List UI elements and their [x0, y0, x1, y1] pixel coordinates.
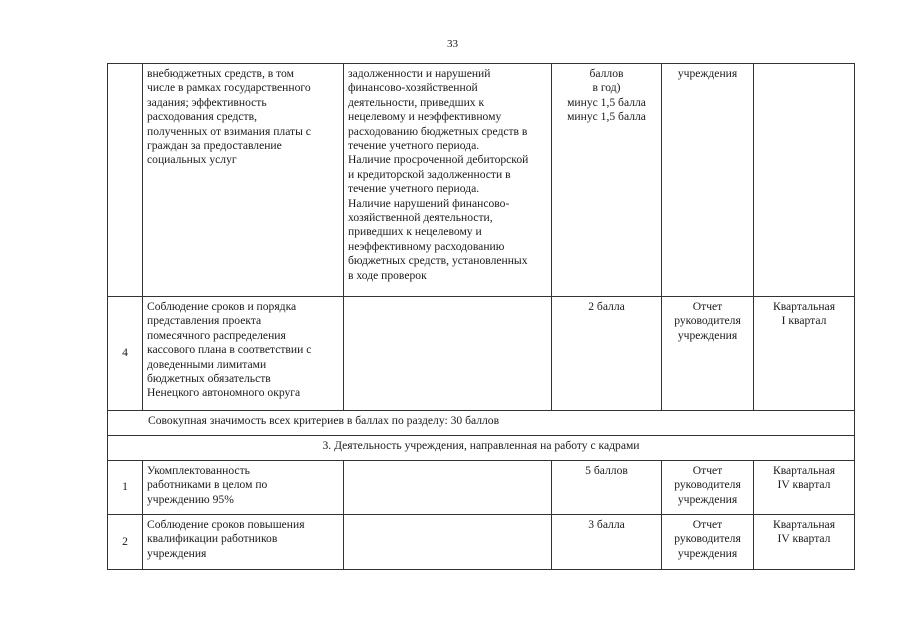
table-row [108, 297, 855, 411]
indicator-cell [344, 515, 552, 570]
criterion-cell: Соблюдение сроков повышения квалификации работников учреждения [143, 515, 344, 570]
score-cell: 5 баллов [552, 461, 662, 515]
table-row [108, 515, 855, 570]
period-cell: Квартальная IV квартал [754, 461, 855, 515]
source-cell: учреждения [662, 64, 754, 297]
table-row [108, 64, 855, 297]
row-number [108, 64, 143, 297]
criterion-cell: внебюджетных средств, в том числе в рамках государственного задания; эффективность расходования средств, полученных от взимания платы с граждан за предоставление социальных услуг [143, 64, 344, 297]
table-row [108, 461, 855, 515]
score-cell: 2 балла [552, 297, 662, 411]
period-cell: Квартальная IV квартал [754, 515, 855, 570]
criterion-cell: Укомплектованность работниками в целом по учреждению 95% [143, 461, 344, 515]
row-number: 1 [108, 461, 143, 515]
indicator-cell [344, 297, 552, 411]
period-cell [754, 64, 855, 297]
indicator-cell: задолженности и нарушений финансово-хозяйственной деятельности, приведших к нецелевому и неэффективному расходованию бюджетных средств в течение учетного периода. Наличие просроченной дебиторской и кредиторской задолженности в течение учетного периода. Наличие нарушений финансово- хозяйственной деятельности, приведших к нецелевому и неэффективному расходованию бюджетных средств, установленных в ходе проверок [344, 64, 552, 297]
row-number: 4 [108, 297, 143, 411]
period-cell: Квартальная I квартал [754, 297, 855, 411]
section-title: 3. Деятельность учреждения, направленная на работу с кадрами [108, 436, 855, 461]
summary-text: Совокупная значимость всех критериев в баллах по разделу: 30 баллов [108, 411, 855, 436]
section-row [108, 436, 855, 461]
score-cell: 3 балла [552, 515, 662, 570]
page-number: 33 [447, 38, 458, 50]
criteria-table [107, 63, 855, 570]
source-cell: Отчет руководителя учреждения [662, 515, 754, 570]
row-number: 2 [108, 515, 143, 570]
source-cell: Отчет руководителя учреждения [662, 297, 754, 411]
indicator-cell [344, 461, 552, 515]
source-cell: Отчет руководителя учреждения [662, 461, 754, 515]
criterion-cell: Соблюдение сроков и порядка представления проекта помесячного распределения кассового плана в соответствии с доведенными лимитами бюджетных обязательств Ненецкого автономного округа [143, 297, 344, 411]
summary-row [108, 411, 855, 436]
score-cell: баллов в год) минус 1,5 балла минус 1,5 балла [552, 64, 662, 297]
